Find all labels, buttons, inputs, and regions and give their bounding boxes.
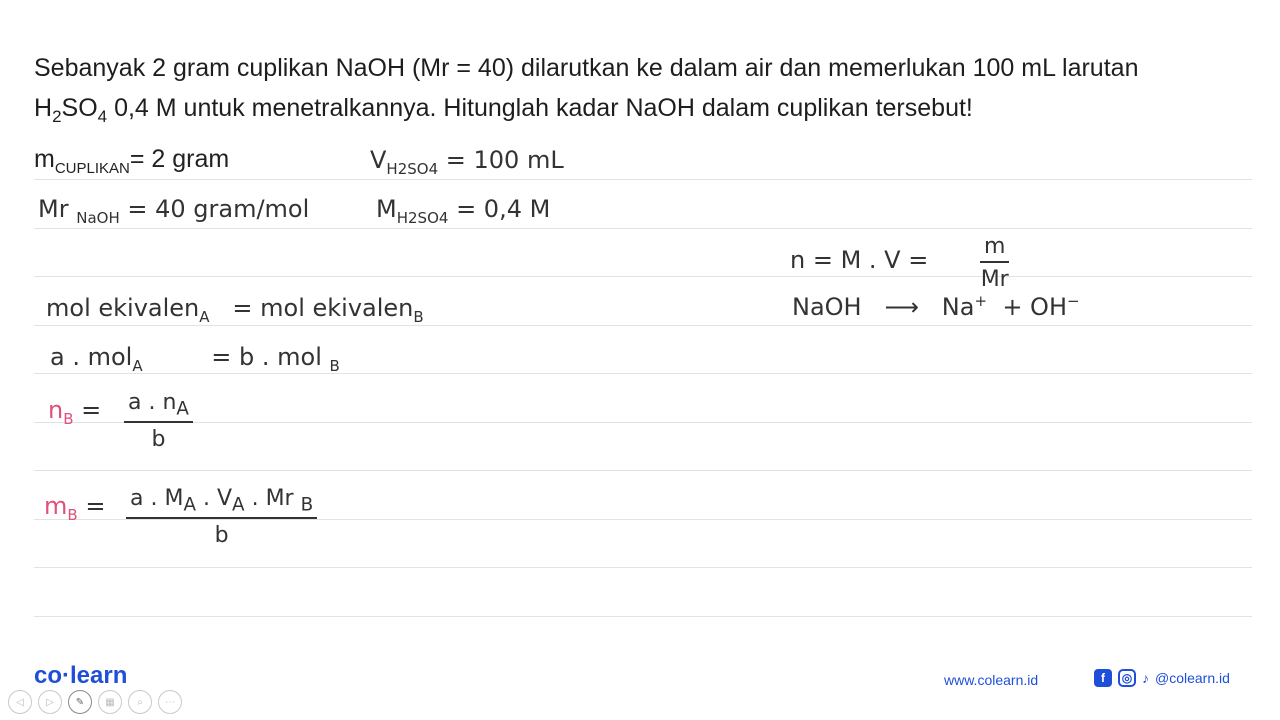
brand-dot: · [62,662,71,689]
reaction-arrow-icon: ⟶ [884,293,919,321]
formula-h: H [34,94,53,122]
v-subscript: H2SO4 [386,159,439,178]
pen-icon[interactable]: ✎ [68,690,92,714]
mol-ekivalen-equation [46,294,424,326]
subscript-a: A [132,356,143,375]
plus-charge: + [974,292,988,310]
ruled-line [34,276,1252,277]
m-cuplikan-value: = 2 gram [129,145,230,173]
v-h2so4-note [370,146,564,178]
mb-fraction [126,486,317,548]
molarity-subscript: H2SO4 [396,208,449,227]
tiktok-icon[interactable]: ♪ [1142,670,1149,686]
a-mol-right: = b . mol [211,343,322,371]
na-ion: Na [941,293,975,321]
player-controls [8,690,182,714]
subscript-b: B [329,356,340,375]
oh-ion: + OH [1002,293,1067,321]
cuplikan-subscript: CUPLIKAN [54,160,130,177]
mb-equals: = [85,492,106,520]
website-link[interactable]: www.colearn.id [944,672,1039,688]
nb-denominator: b [151,427,166,453]
nb-numerator-sub: A [176,398,189,420]
mb-num-sub1: A [183,494,196,516]
nb-subscript: B [63,409,74,428]
grid-icon[interactable]: ▦ [98,690,122,714]
mb-numerator [126,486,317,519]
question-text [34,48,1254,137]
social-handle[interactable]: @colearn.id [1155,670,1230,686]
v-symbol: V [370,146,387,174]
mb-subscript: B [67,505,78,524]
question-line-2-rest: 0,4 M untuk menetralkannya. Hitunglah kadar NaOH dalam cuplikan tersebut! [107,94,973,122]
ruled-line [34,470,1252,471]
mb-num-part1: a . M [130,486,184,511]
ruled-line [34,179,1252,180]
next-icon[interactable]: ▷ [38,690,62,714]
molarity-value: = 0,4 M [456,195,551,223]
nb-lhs [48,396,101,428]
mr-symbol: Mr [38,195,69,223]
mb-num-part2: . V [203,486,233,511]
n-formula-lhs: n = M . V = [790,246,929,274]
question-line-1: Sebanyak 2 gram cuplikan NaOH (Mr = 40) dilarutkan ke dalam air dan memerlukan 100 mL larutan [34,54,1139,82]
mb-symbol: m [44,492,68,520]
nb-numerator [124,390,193,423]
m-symbol: m [34,145,55,173]
n-formula [790,246,928,274]
brand-learn: learn [70,662,128,689]
question-line-2 [34,88,1254,137]
mb-num-sub2: A [232,494,245,516]
m-h2so4-note [376,195,550,227]
mb-num-part3: . Mr [251,486,294,511]
zoom-icon[interactable]: ⌕ [128,690,152,714]
facebook-icon[interactable]: f [1094,669,1112,687]
more-icon[interactable]: ⋯ [158,690,182,714]
instagram-icon[interactable]: ◎ [1118,669,1136,687]
formula-sub-4: 4 [97,107,108,126]
formula-so: SO [61,94,98,122]
fraction-numerator: m [980,234,1009,263]
a-mol-equation [50,343,340,375]
nb-equals: = [81,396,102,424]
mr-value: = 40 gram/mol [127,195,310,223]
m-over-mr-fraction [980,234,1009,292]
nb-numerator-text: a . n [128,390,177,415]
mol-ekivalen-right: = mol ekivalen [232,294,414,322]
a-mol-left: a . mol [50,343,133,371]
fraction-denominator: Mr [980,267,1009,292]
brand-co: co [34,662,63,689]
formula-sub-2: 2 [52,107,62,126]
ruled-line [34,228,1252,229]
ruled-line [34,567,1252,568]
mr-subscript: NaOH [76,208,120,227]
m-cuplikan-note [34,145,229,177]
mr-naoh-note [38,195,309,227]
colearn-logo [34,662,127,690]
subscript-b: B [413,307,424,326]
nb-fraction [124,390,193,452]
nb-symbol: n [48,396,64,424]
ruled-line [34,422,1252,423]
v-value: = 100 mL [445,146,564,174]
prev-icon[interactable]: ◁ [8,690,32,714]
ruled-line [34,616,1252,617]
naoh-label: NaOH [792,293,862,321]
mb-lhs [44,492,105,524]
social-links [1094,669,1230,687]
mol-ekivalen-left: mol ekivalen [46,294,200,322]
mb-denominator: b [214,523,229,549]
molarity-symbol: M [376,195,397,223]
mb-num-sub3: B [300,494,314,516]
minus-charge: − [1067,292,1080,310]
naoh-dissociation [792,292,1080,321]
subscript-a: A [199,307,210,326]
